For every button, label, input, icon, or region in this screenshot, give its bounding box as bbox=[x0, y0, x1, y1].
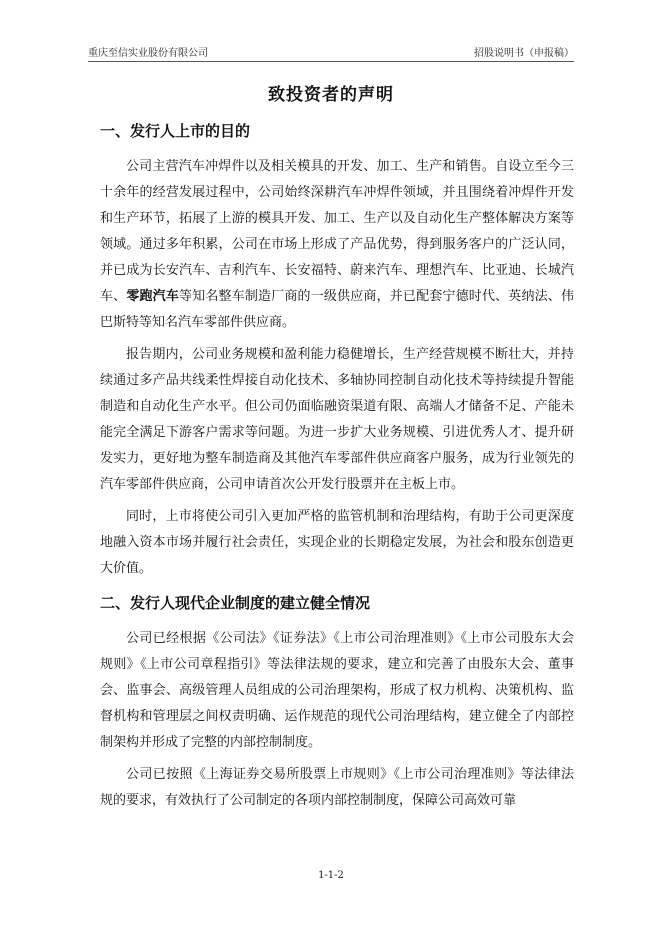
page-header bbox=[88, 44, 574, 59]
section-heading-2: 二、发行人现代企业制度的建立健全情况 bbox=[100, 594, 371, 612]
section-listing-purpose bbox=[100, 120, 574, 582]
paragraph-1-text-a: 公司主营汽车冲焊件以及相关模具的开发、加工、生产和销售。自设立至今三十余年的经营发展过程中，公司始终深耕汽车冲焊件领域，并且围绕着冲焊件开发和生产环节，拓展了上游的模具开发、加工、生产以及自动化生产整体解决方案等领域。通过多年积累，公司在市场上形成了产品优势，得到服务客户的广泛认同，并已成为长安汽车、吉利汽车、长安福特、蔚来汽车、理想汽车、比亚迪、长城汽车、 bbox=[100, 159, 574, 304]
paragraph-2: 报告期内，公司业务规模和盈利能力稳健增长，生产经营规模不断壮大，并持续通过多产品共线柔性焊接自动化技术、多轴协同控制自动化技术等持续提升智能制造和自动化生产水平。但公司仍面临融资渠道有限、高端人才储备不足、产能未能完全满足下游客户需求等问题。为进一步扩大业务规模、引进优秀人才、提升研发实力，更好地为整车制造商及其他汽车零部件供应商客户服务，成为行业领先的汽车零部件供应商，公司申请首次公开发行股票并在主板上市。 bbox=[100, 347, 574, 492]
header-document-type: 招股说明书（申报稿） bbox=[474, 48, 574, 59]
paragraph-3: 同时，上市将使公司引入更加严格的监管机制和治理结构，有助于公司更深度地融入资本市场并履行社会责任，实现企业的长期稳定发展，为社会和股东创造更大价值。 bbox=[100, 509, 574, 576]
header-company-name: 重庆至信实业股份有限公司 bbox=[88, 48, 208, 59]
paragraph-1-text-b: 等知名整车制造厂商的一级供应商，并已配套宁德时代、英纳法、伟巴斯特等知名汽车零部件供应商。 bbox=[100, 289, 574, 330]
paragraph-1-bold-text: 零跑汽车 bbox=[126, 289, 180, 304]
paragraph-1 bbox=[100, 154, 574, 336]
page-number: 1-1-2 bbox=[318, 870, 344, 881]
paragraph-4: 公司已经根据《公司法》《证券法》《上市公司治理准则》《上市公司股东大会规则》《上市公司章程指引》等法律法规的要求，建立和完善了由股东大会、董事会、监事会、高级管理人员组成的公司治理架构，形成了权力机构、决策机构、监督机构和管理层之间权责明确、运作规范的现代公司治理结构，建立健全了内部控制架构并形成了完整的内部控制制度。 bbox=[100, 631, 574, 750]
header-divider bbox=[88, 61, 574, 62]
page-title: 致投资者的声明 bbox=[268, 85, 394, 105]
document-body bbox=[100, 120, 574, 820]
section-corporate-system bbox=[100, 592, 574, 814]
paragraph-5: 公司已按照《上海证券交易所股票上市规则》《上市公司治理准则》等法律法规的要求，有效执行了公司制定的各项内部控制制度，保障公司高效可靠 bbox=[100, 767, 574, 808]
section-heading-1: 一、发行人上市的目的 bbox=[100, 122, 251, 140]
